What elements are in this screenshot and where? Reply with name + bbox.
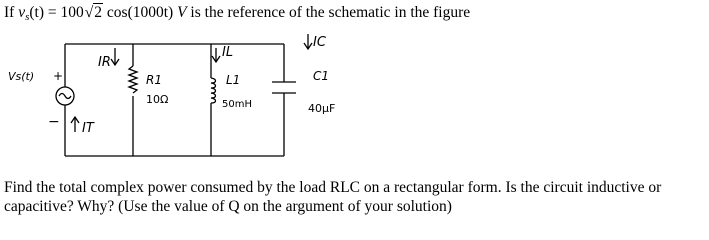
label-it: IT: [82, 121, 94, 136]
label-ir: IR: [98, 55, 111, 70]
vs-sub: s: [25, 11, 30, 23]
label-ic: IC: [313, 35, 326, 50]
label-c1: C1: [313, 69, 330, 83]
vs-var: v: [18, 4, 26, 21]
question-intro: [4, 4, 470, 23]
label-r-value: 10Ω: [146, 93, 169, 106]
label-l-value: 50mH: [222, 99, 252, 110]
label-c-value: 40μF: [308, 102, 336, 115]
label-r1: R1: [146, 73, 162, 87]
inductor-coil: [211, 78, 216, 103]
unit-v: V: [177, 4, 187, 21]
equals-text: = 100: [44, 4, 84, 21]
intro-prefix: If: [4, 4, 19, 21]
circuit-schematic: [0, 28, 709, 173]
label-l1: L1: [226, 73, 241, 87]
vs-variable: [18, 4, 44, 21]
sqrt-arg: 2: [94, 4, 103, 21]
vs-arg: (t): [29, 4, 45, 21]
label-minus: −: [48, 114, 60, 130]
label-il: IL: [222, 45, 234, 60]
label-plus: +: [53, 69, 64, 83]
label-vs: Vs(t): [8, 70, 35, 83]
resistor-zigzag: [129, 66, 137, 93]
sqrt-symbol: √2: [84, 4, 103, 21]
question-body: Find the total complex power consumed by the load RLC on a rectangular form. Is the circuit inductive or capacitive? Why? (Use the value of Q on the argument of your solution): [4, 179, 662, 215]
cos-expression: cos(1000t): [103, 4, 178, 21]
intro-suffix: is the reference of the schematic in the figure: [186, 4, 471, 21]
